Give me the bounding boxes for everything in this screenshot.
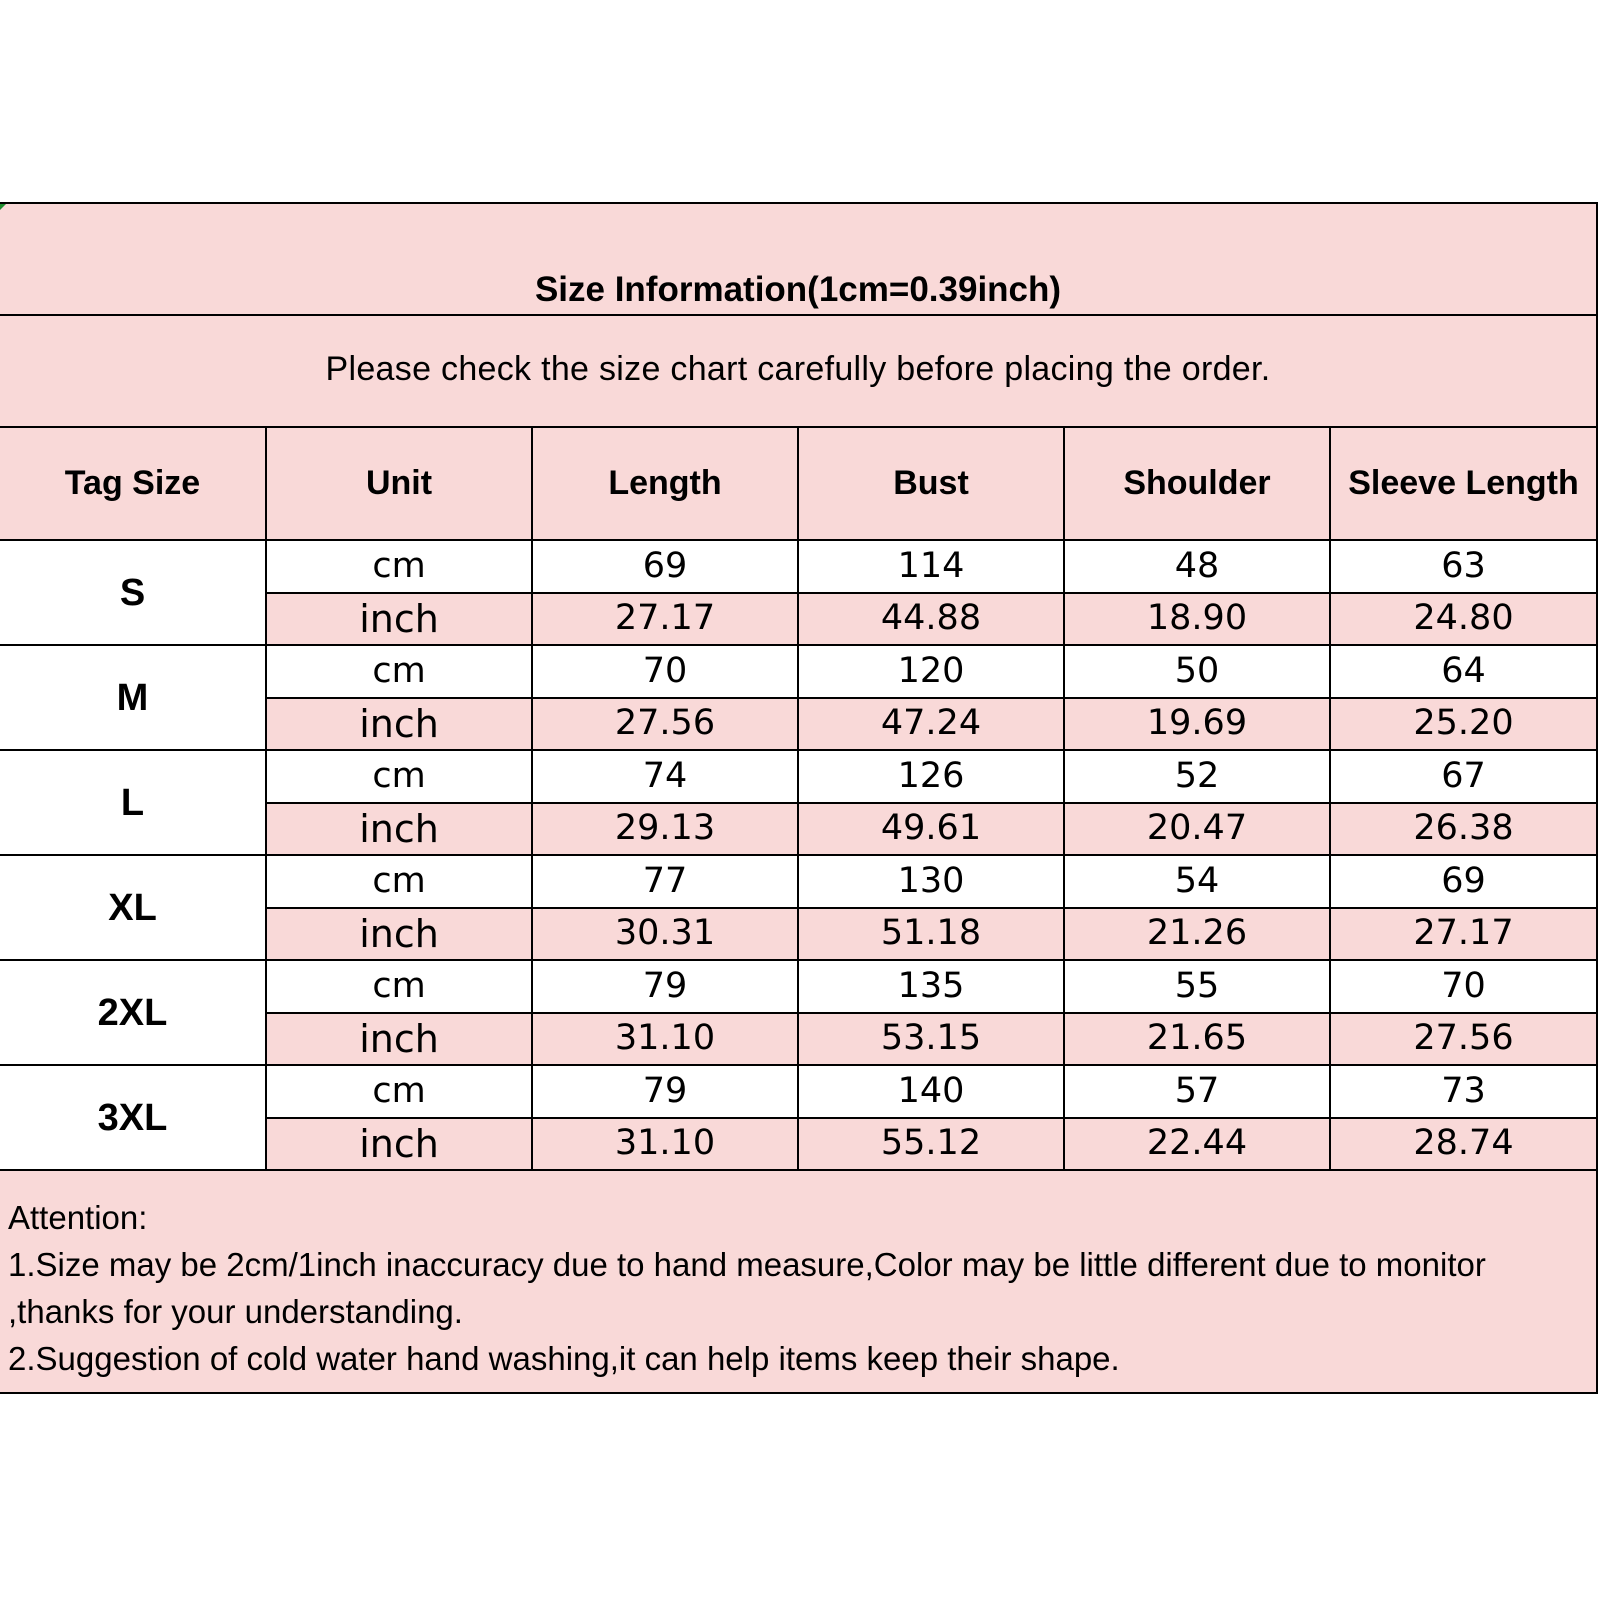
- table-row: [0, 645, 1596, 698]
- length-cell: 27.56: [532, 698, 798, 751]
- table-row: [0, 540, 1596, 593]
- page-title: Size Information(1cm=0.39inch): [534, 270, 1062, 309]
- bust-cell: 53.15: [798, 1013, 1064, 1066]
- title-band: [0, 204, 1596, 316]
- table-row: [0, 960, 1596, 1013]
- tag-size-cell: S: [0, 540, 266, 645]
- unit-cell: cm: [266, 750, 532, 803]
- table-row: [0, 855, 1596, 908]
- length-cell: 30.31: [532, 908, 798, 961]
- sleeve-cell: 64: [1330, 645, 1596, 698]
- table-row: [0, 1065, 1596, 1118]
- shoulder-cell: 22.44: [1064, 1118, 1330, 1171]
- unit-cell: cm: [266, 540, 532, 593]
- attention-line-1: 1.Size may be 2cm/1inch inaccuracy due to hand measure,Color may be little different due to monitor ,thanks for your understanding.: [8, 1246, 1486, 1330]
- bust-cell: 130: [798, 855, 1064, 908]
- length-cell: 27.17: [532, 593, 798, 646]
- attention-line-2: 2.Suggestion of cold water hand washing,it can help items keep their shape.: [8, 1340, 1120, 1377]
- unit-cell: inch: [266, 698, 532, 751]
- bust-cell: 114: [798, 540, 1064, 593]
- length-cell: 79: [532, 1065, 798, 1118]
- attention-heading: Attention:: [8, 1199, 148, 1236]
- shoulder-cell: 48: [1064, 540, 1330, 593]
- size-table-body: [0, 540, 1596, 1170]
- length-cell: 70: [532, 645, 798, 698]
- header-unit: Unit: [266, 428, 532, 540]
- shoulder-cell: 55: [1064, 960, 1330, 1013]
- size-chart-sheet: [0, 202, 1598, 1394]
- sleeve-cell: 26.38: [1330, 803, 1596, 856]
- shoulder-cell: 21.65: [1064, 1013, 1330, 1066]
- unit-cell: inch: [266, 803, 532, 856]
- bust-cell: 49.61: [798, 803, 1064, 856]
- length-cell: 31.10: [532, 1118, 798, 1171]
- length-cell: 31.10: [532, 1013, 798, 1066]
- shoulder-cell: 20.47: [1064, 803, 1330, 856]
- tag-size-cell: 2XL: [0, 960, 266, 1065]
- table-header-row: [0, 428, 1596, 540]
- bust-cell: 47.24: [798, 698, 1064, 751]
- sleeve-cell: 69: [1330, 855, 1596, 908]
- bust-cell: 135: [798, 960, 1064, 1013]
- header-sleeve-length: Sleeve Length: [1330, 428, 1596, 540]
- tag-size-cell: XL: [0, 855, 266, 960]
- bust-cell: 120: [798, 645, 1064, 698]
- header-tag-size: Tag Size: [0, 428, 266, 540]
- length-cell: 74: [532, 750, 798, 803]
- header-bust: Bust: [798, 428, 1064, 540]
- length-cell: 69: [532, 540, 798, 593]
- unit-cell: cm: [266, 855, 532, 908]
- shoulder-cell: 18.90: [1064, 593, 1330, 646]
- bust-cell: 44.88: [798, 593, 1064, 646]
- notice-text: Please check the size chart carefully before placing the order.: [325, 350, 1271, 388]
- length-cell: 29.13: [532, 803, 798, 856]
- bust-cell: 140: [798, 1065, 1064, 1118]
- unit-cell: inch: [266, 1013, 532, 1066]
- shoulder-cell: 19.69: [1064, 698, 1330, 751]
- tag-size-cell: L: [0, 750, 266, 855]
- shoulder-cell: 52: [1064, 750, 1330, 803]
- sleeve-cell: 63: [1330, 540, 1596, 593]
- notice-band: [0, 316, 1596, 428]
- bust-cell: 126: [798, 750, 1064, 803]
- bust-cell: 51.18: [798, 908, 1064, 961]
- sleeve-cell: 70: [1330, 960, 1596, 1013]
- unit-cell: inch: [266, 593, 532, 646]
- tag-size-cell: M: [0, 645, 266, 750]
- unit-cell: cm: [266, 960, 532, 1013]
- shoulder-cell: 50: [1064, 645, 1330, 698]
- tag-size-cell: 3XL: [0, 1065, 266, 1170]
- shoulder-cell: 57: [1064, 1065, 1330, 1118]
- sleeve-cell: 27.56: [1330, 1013, 1596, 1066]
- unit-cell: cm: [266, 645, 532, 698]
- sleeve-cell: 67: [1330, 750, 1596, 803]
- table-row: [0, 750, 1596, 803]
- header-length: Length: [532, 428, 798, 540]
- size-table: [0, 428, 1596, 1171]
- bust-cell: 55.12: [798, 1118, 1064, 1171]
- sleeve-cell: 24.80: [1330, 593, 1596, 646]
- unit-cell: inch: [266, 1118, 532, 1171]
- unit-cell: inch: [266, 908, 532, 961]
- sleeve-cell: 28.74: [1330, 1118, 1596, 1171]
- shoulder-cell: 54: [1064, 855, 1330, 908]
- sleeve-cell: 27.17: [1330, 908, 1596, 961]
- length-cell: 79: [532, 960, 798, 1013]
- sleeve-cell: 25.20: [1330, 698, 1596, 751]
- unit-cell: cm: [266, 1065, 532, 1118]
- sleeve-cell: 73: [1330, 1065, 1596, 1118]
- length-cell: 77: [532, 855, 798, 908]
- attention-notes: [8, 1194, 1588, 1382]
- header-shoulder: Shoulder: [1064, 428, 1330, 540]
- shoulder-cell: 21.26: [1064, 908, 1330, 961]
